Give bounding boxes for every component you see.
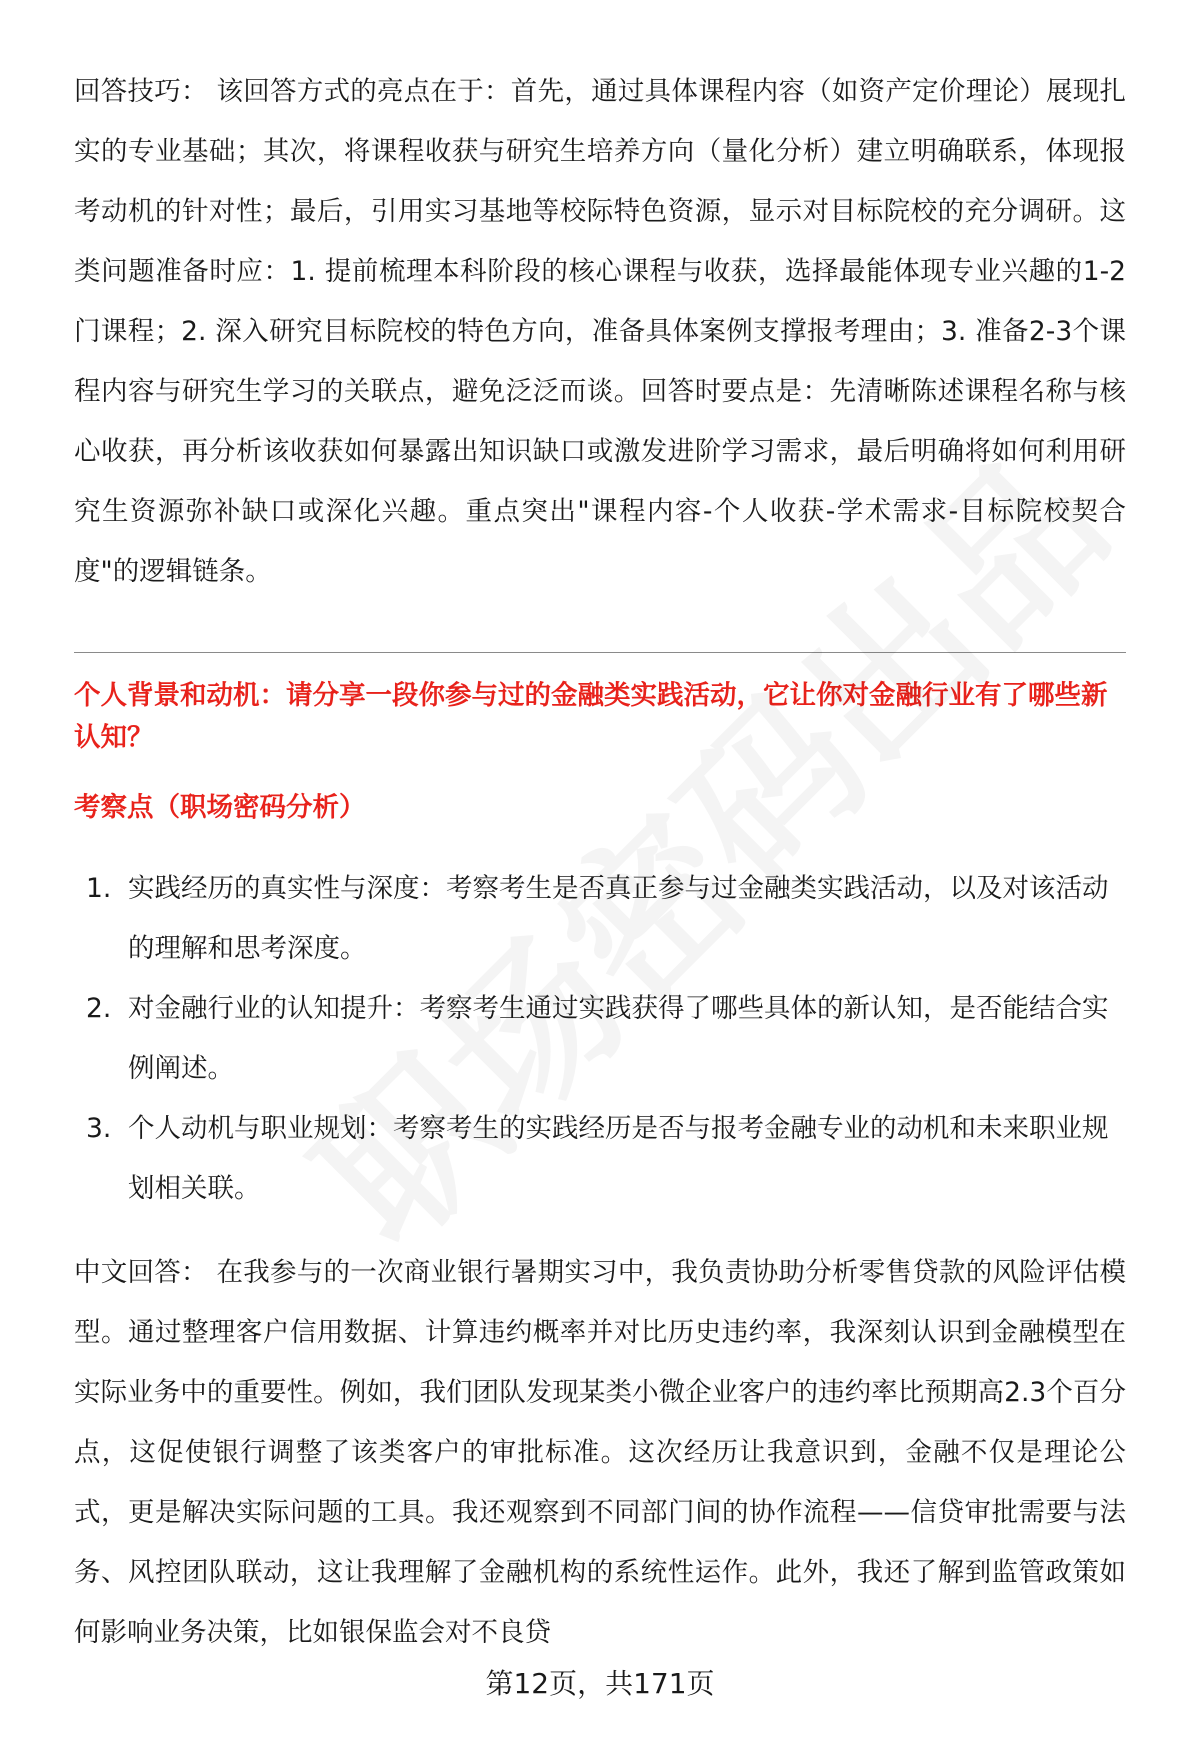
list-item [74, 1099, 1126, 1219]
page-number: 第12页，共171页 [485, 1667, 715, 1700]
list-item-number: 1. [86, 873, 112, 904]
list-item-text: 实践经历的真实性与深度：考察考生是否真正参与过金融类实践活动，以及对该活动的理解和思考深度。 [128, 873, 1109, 964]
list-item [74, 979, 1126, 1099]
list-item-number: 2. [86, 993, 112, 1024]
list-item-text: 对金融行业的认知提升：考察考生通过实践获得了哪些具体的新认知，是否能结合实例阐述。 [128, 993, 1109, 1084]
assessment-points-label: 考察点（职场密码分析） [74, 792, 366, 823]
list-item [74, 859, 1126, 979]
chinese-answer-paragraph: 中文回答： 在我参与的一次商业银行暑期实习中，我负责协助分析零售贷款的风险评估模型。通过整理客户信用数据、计算违约概率并对比历史违约率，我深刻认识到金融模型在实际业务中的重要性。例如，我们团队发现某类小微企业客户的违约率比预期高2.3个百分点，这促使银行调整了该类客户的审批标准。这次经历让我意识到，金融不仅是理论公式，更是解决实际问题的工具。我还观察到不同部门间的协作流程——信贷审批需要与法务、风控团队联动，这让我理解了金融机构的系统性运作。此外，我还了解到监管政策如何影响业务决策，比如银保监会对不良贷 [74, 1257, 1126, 1648]
list-item-number: 3. [86, 1113, 112, 1144]
section-divider [74, 652, 1126, 653]
list-item-text: 个人动机与职业规划：考察考生的实践经历是否与报考金融专业的动机和未来职业规划相关联。 [128, 1113, 1109, 1204]
question-title: 个人背景和动机：请分享一段你参与过的金融类实践活动，它让你对金融行业有了哪些新认知？ [74, 680, 1108, 753]
answer-tips-paragraph: 回答技巧： 该回答方式的亮点在于：首先，通过具体课程内容（如资产定价理论）展现扎实的专业基础；其次，将课程收获与研究生培养方向（量化分析）建立明确联系，体现报考动机的针对性；最后，引用实习基地等校际特色资源，显示对目标院校的充分调研。这类问题准备时应：1. 提前梳理本科阶段的核心课程与收获，选择最能体现专业兴趣的1-2门课程；2. 深入研究目标院校的特色方向，准备具体案例支撑报考理由；3. 准备2-3个课程内容与研究生学习的关联点，避免泛泛而谈。回答时要点是：先清晰陈述课程名称与核心收获，再分析该收获如何暴露出知识缺口或激发进阶学习需求，最后明确将如何利用研究生资源弥补缺口或深化兴趣。重点突出"课程内容-个人收获-学术需求-目标院校契合度"的逻辑链条。 [74, 76, 1126, 587]
assessment-points-list [74, 859, 1126, 1219]
